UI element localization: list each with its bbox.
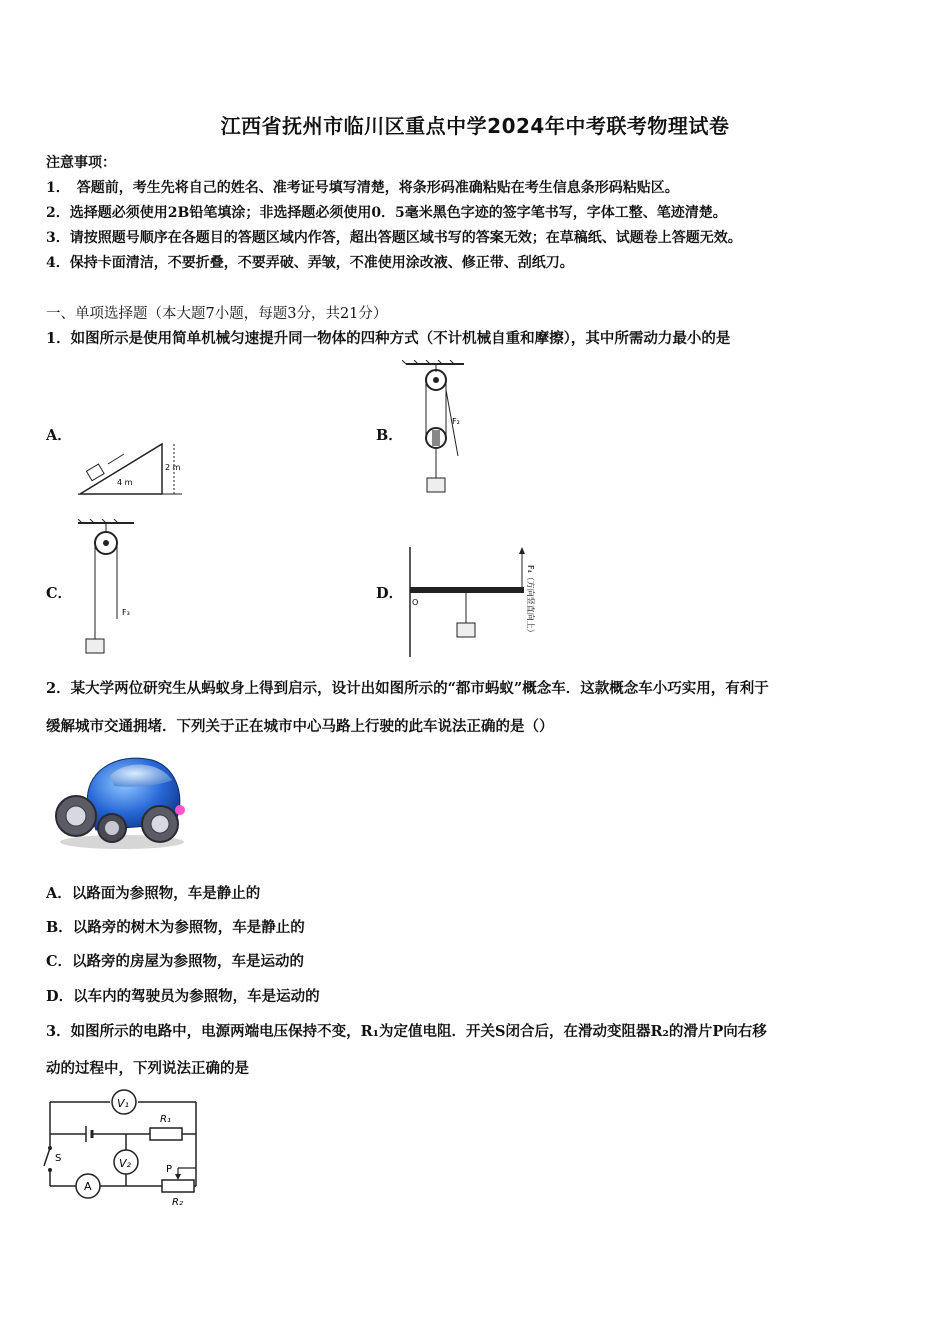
notice-item-3: 3．请按照题号顺序在各题目的答题区域内作答，超出答题区域书写的答案无效；在草稿纸、试题卷上答题无效。 bbox=[46, 230, 742, 246]
q2-stem-line1: 2．某大学两位研究生从蚂蚁身上得到启示，设计出如图所示的“都市蚂蚁”概念车．这款概念车小巧实用，有利于 bbox=[46, 680, 769, 697]
q2-stem-line2: 缓解城市交通拥堵．下列关于正在城市中心马路上行驶的此车说法正确的是（） bbox=[46, 718, 554, 735]
q1-fig-d-lever bbox=[404, 545, 544, 659]
q3-v1-label: V₁ bbox=[117, 1097, 129, 1110]
q1-label-c: C． bbox=[46, 585, 73, 602]
q1-fig-b-pulley-block bbox=[402, 360, 472, 498]
q3-v2-label: V₂ bbox=[119, 1157, 131, 1170]
q3-slider-label: P bbox=[166, 1164, 173, 1175]
q3-r2-label: R₂ bbox=[172, 1197, 183, 1208]
notice-heading: 注意事项： bbox=[46, 155, 116, 171]
q2-option-c: C．以路旁的房屋为参照物，车是运动的 bbox=[46, 953, 305, 970]
q3-circuit-diagram bbox=[40, 1088, 206, 1210]
q2-option-b: B．以路旁的树木为参照物，车是静止的 bbox=[46, 919, 305, 936]
q1-stem: 1．如图所示是使用简单机械匀速提升同一物体的四种方式（不计机械自重和摩擦），其中所需动力最小的是 bbox=[46, 330, 731, 347]
q1-label-b: B． bbox=[376, 427, 403, 444]
q3-stem-line1: 3．如图所示的电路中，电源两端电压保持不变，R₁为定值电阻．开关S闭合后，在滑动变阻器R₂的滑片P向右移 bbox=[46, 1023, 767, 1040]
q2-option-d: D．以车内的驾驶员为参照物，车是运动的 bbox=[46, 988, 320, 1005]
q1-label-d: D． bbox=[376, 585, 404, 602]
q1-fig-c-force: F₃ bbox=[122, 608, 130, 617]
page-title: 江西省抚州市临川区重点中学2024年中考联考物理试卷 bbox=[220, 114, 730, 138]
q2-option-a: A．以路面为参照物，车是静止的 bbox=[46, 885, 261, 902]
q3-stem-line2: 动的过程中，下列说法正确的是 bbox=[46, 1060, 249, 1077]
notice-item-4: 4．保持卡面清洁，不要折叠，不要弄破、弄皱，不准使用涂改液、修正带、刮纸刀。 bbox=[46, 255, 574, 271]
q1-fig-a-length: 4 m bbox=[117, 478, 133, 487]
q1-fig-d-pivot: O bbox=[412, 598, 419, 607]
q1-fig-c-fixed-pulley bbox=[76, 519, 140, 659]
q3-r1-label: R₁ bbox=[160, 1114, 171, 1125]
section-heading: 一、单项选择题（本大题7小题，每题3分，共21分） bbox=[46, 306, 388, 322]
notice-item-1: 1． 答题前，考生先将自己的姓名、准考证号填写清楚，将条形码准确粘贴在考生信息条形码粘贴区。 bbox=[46, 180, 679, 196]
q1-label-a: A． bbox=[46, 427, 72, 444]
q1-fig-d-force: F₄（方向竖直向上） bbox=[526, 565, 535, 637]
q3-switch-label: S bbox=[55, 1153, 62, 1164]
q3-ammeter-label: A bbox=[84, 1180, 92, 1193]
notice-item-2: 2．选择题必须使用2B铅笔填涂；非选择题必须使用0．5毫米黑色字迹的签字笔书写，字体工整、笔迹清楚。 bbox=[46, 205, 727, 221]
q2-concept-car-image bbox=[48, 746, 190, 850]
q1-fig-b-force: F₂ bbox=[452, 417, 460, 426]
q1-fig-a-height: 2 m bbox=[165, 463, 181, 472]
q1-fig-a-incline bbox=[78, 440, 188, 498]
